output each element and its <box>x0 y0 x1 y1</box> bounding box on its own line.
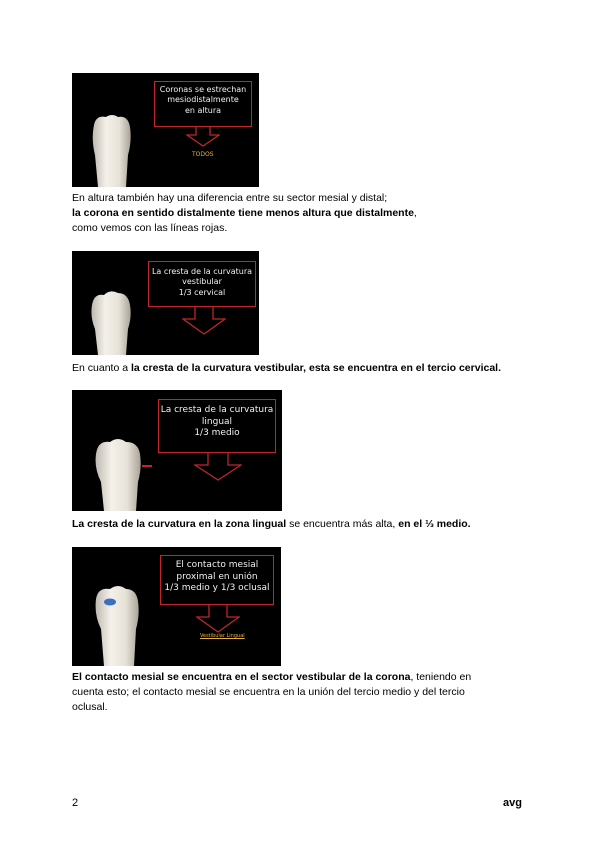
callout-line: 1/3 medio <box>194 428 240 439</box>
bold-text: en el ⅓ medio. <box>398 518 471 530</box>
paragraph-2 <box>72 361 501 376</box>
slide-image-2 <box>72 251 259 355</box>
down-arrow-icon <box>194 453 242 481</box>
callout-line: en altura <box>184 105 222 115</box>
text-line <box>72 361 501 376</box>
text-span: , <box>413 207 417 219</box>
callout-box <box>158 399 276 453</box>
callout-line: mesiodistalmente <box>167 95 239 105</box>
down-arrow-icon <box>186 127 220 147</box>
text-line: En altura también hay una diferencia entre su sector mesial y distal; <box>72 192 388 204</box>
text-line: como vemos con las líneas rojas. <box>72 222 228 234</box>
bold-text: la cresta de la curvatura vestibular, esta se encuentra en el tercio cervical. <box>130 362 501 374</box>
callout-line: proximal en unión <box>176 571 258 582</box>
callout-box <box>148 261 256 307</box>
paragraph-1 <box>72 191 417 236</box>
callout-line: Coronas se estrechan <box>159 85 247 94</box>
callout-line: vestibular <box>182 277 222 287</box>
down-arrow-icon <box>196 605 240 633</box>
bold-text: la corona en sentido distalmente tiene menos altura que distalmente <box>72 207 414 219</box>
text-line: oclusal. <box>72 701 108 713</box>
slide-label: Vestibular Lingual <box>200 633 245 639</box>
text-line: cuenta esto; el contacto mesial se encuentra en la unión del tercio medio y del tercio <box>72 686 465 698</box>
callout-line: La cresta de la curvatura <box>151 267 253 276</box>
slide-image-1 <box>72 73 259 187</box>
paragraph-3 <box>72 517 471 532</box>
bold-text: El contacto mesial se encuentra en el sector vestibular de la corona <box>72 671 411 683</box>
callout-line: lingual <box>201 416 233 427</box>
slide-image-3 <box>72 390 282 511</box>
callout-box <box>154 81 252 127</box>
callout-box <box>160 555 274 605</box>
red-line <box>142 465 152 467</box>
bold-text: La cresta de la curvatura en la zona lingual <box>72 518 287 530</box>
slide-label: TODOS <box>192 151 214 158</box>
down-arrow-icon <box>182 307 226 335</box>
tooth-image <box>90 434 146 511</box>
text-span: En cuanto a <box>72 362 131 374</box>
slide-image-4 <box>72 547 281 666</box>
tooth-image <box>90 581 144 666</box>
paragraph-4 <box>72 670 471 715</box>
text-span: , teniendo en <box>410 671 472 683</box>
footer-author: avg <box>503 797 522 809</box>
text-line <box>72 670 471 685</box>
page-number: 2 <box>72 797 79 809</box>
callout-line: El contacto mesial <box>175 560 259 570</box>
text-line <box>72 517 471 532</box>
callout-line: 1/3 medio y 1/3 oclusal <box>164 583 270 594</box>
text-line <box>72 206 417 221</box>
callout-line: La cresta de la curvatura <box>160 405 274 415</box>
callout-line: 1/3 cervical <box>178 287 226 297</box>
tooth-image <box>86 111 136 187</box>
text-span: se encuentra más alta, <box>286 518 399 530</box>
tooth-image <box>86 287 136 355</box>
